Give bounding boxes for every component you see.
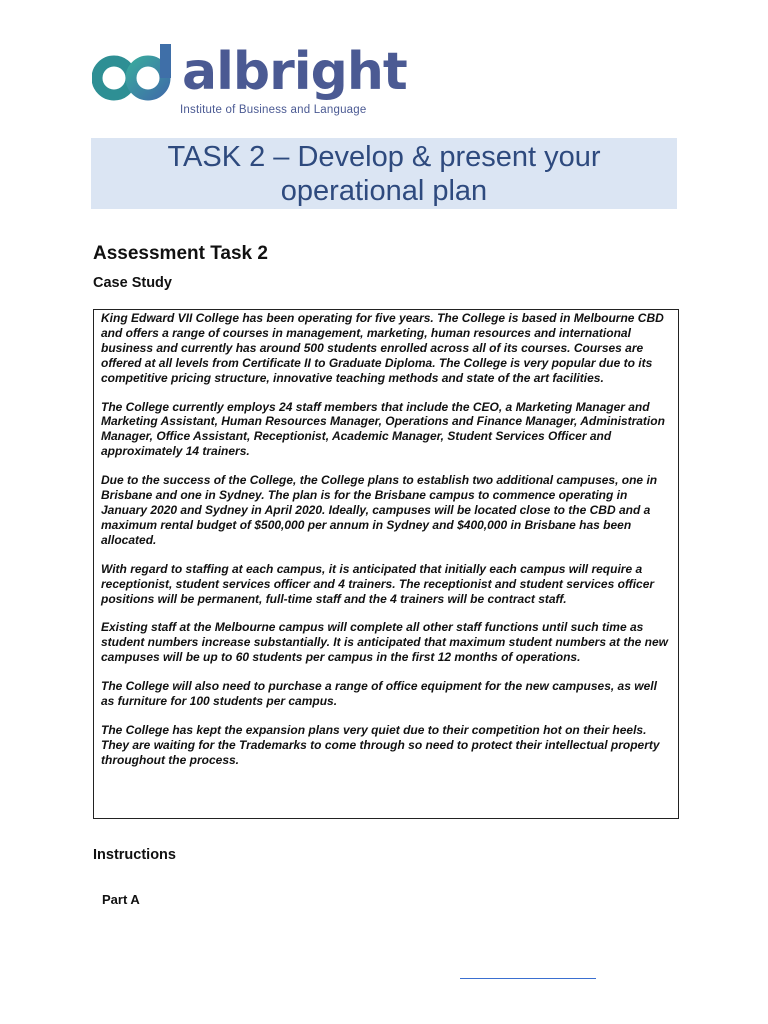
case-paragraph: Due to the success of the College, the College plans to establish two additional campuses, one in Brisbane and one in Sydney. The plan is for the Brisbane campus to commence operating in January 2020 and Sydney in April 2020. Ideally, campuses will be located close to the CBD and a maximum rental budget of $500,000 per annum in Sydney and $400,000 in Brisbane has been allocated. <box>101 473 658 547</box>
assessment-heading: Assessment Task 2 <box>93 243 268 264</box>
task-title: TASK 2 – Develop & present your operational plan <box>167 140 601 207</box>
case-paragraph: The College currently employs 24 staff members that include the CEO, a Marketing Manager and Marketing Assistant, Human Resources Manager, Operations and Finance Manager, Administration Manager, Office Assistant, Receptionist, Academic Manager, Student Services Officer and approximately 14 trainers. <box>101 399 665 459</box>
case-paragraph: King Edward VII College has been operating for five years. The College is based in Melbourne CBD and offers a range of courses in management, marketing, human resources and international business and currently has around 500 students enrolled across all of its courses. Courses are offered at all levels from Certificate II to Graduate Diploma. The College is very popular due to its competitive pricing structure, innovative teaching methods and state of the art facilities. <box>101 311 664 385</box>
case-study-heading: Case Study <box>93 275 172 291</box>
logo-wordmark: albright <box>182 42 407 102</box>
case-paragraph: The College will also need to purchase a range of office equipment for the new campuses, as well as furniture for 100 students per campus. <box>101 679 657 709</box>
case-paragraph: The College has kept the expansion plans very quiet due to their competition hot on their heels. They are waiting for the Trademarks to come through so need to protect their intellectual property throughout the process. <box>101 722 660 767</box>
albright-logo <box>92 40 407 125</box>
case-study-box <box>93 309 679 819</box>
logo-tagline: Institute of Business and Language <box>180 104 367 116</box>
instructions-heading: Instructions <box>93 847 176 863</box>
part-a-heading: Part A <box>102 892 140 907</box>
task-title-banner <box>91 138 677 209</box>
hyperlink-underline[interactable] <box>460 978 596 979</box>
albright-emblem-icon <box>92 40 182 110</box>
case-paragraph: Existing staff at the Melbourne campus will complete all other staff functions until such time as student numbers increase substantially. It is anticipated that maximum student numbers at the new campuses will be up to 60 students per campus in the first 12 months of operations. <box>101 620 669 665</box>
case-paragraph: With regard to staffing at each campus, it is anticipated that initially each campus will require a receptionist, student services officer and 4 trainers. The receptionist and student services officer positions will be permanent, full-time staff and the 4 trainers will be contract staff. <box>101 561 655 606</box>
